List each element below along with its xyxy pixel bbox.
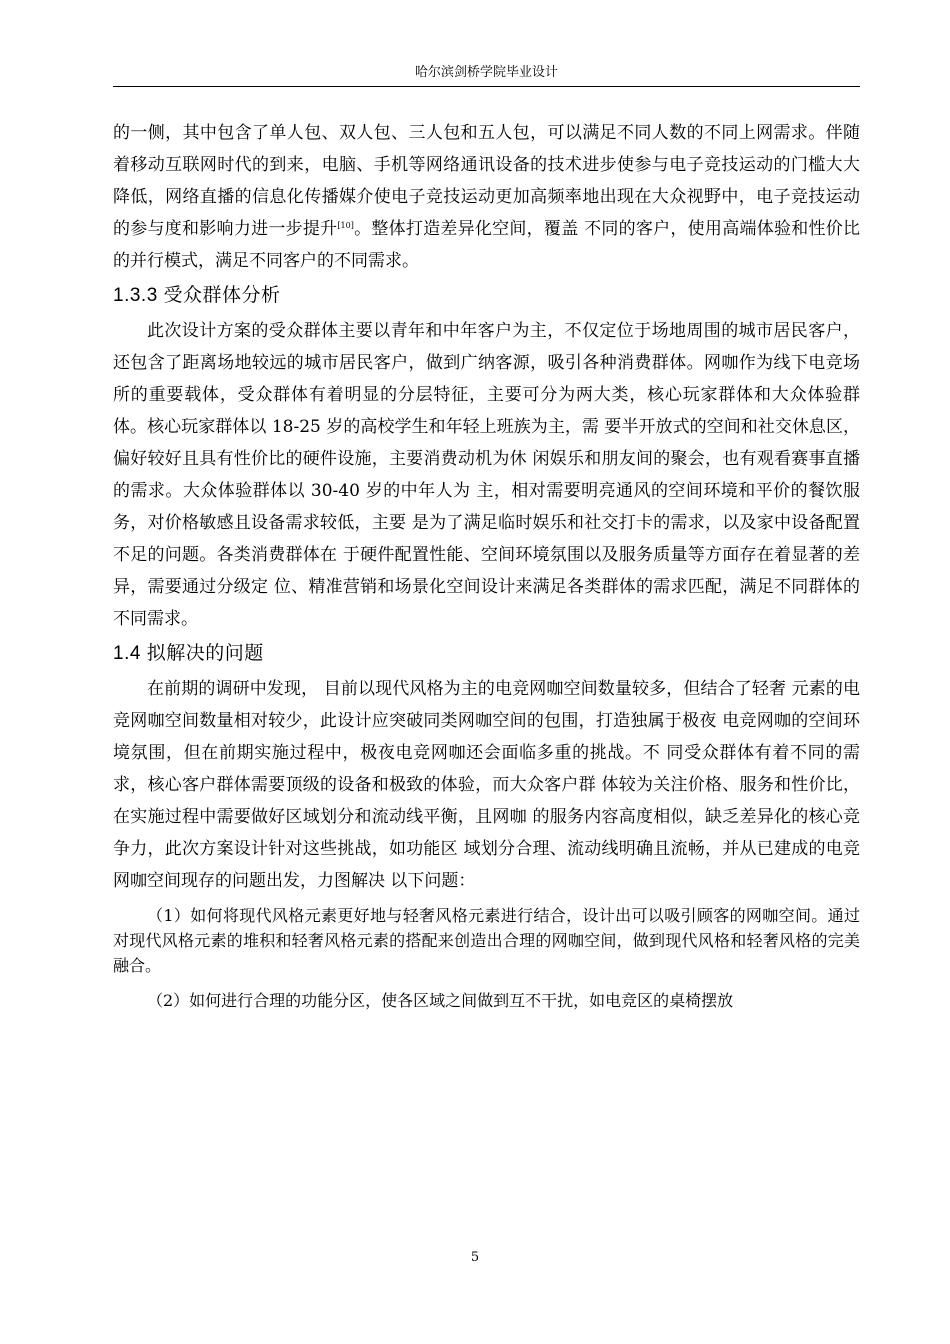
problem-item-2: （2）如何进行合理的功能分区，使各区域之间做到互不干扰，如电竞区的桌椅摆放 bbox=[147, 991, 734, 1010]
section-heading-1-4: 1.4 拟解决的问题 bbox=[113, 643, 264, 664]
continuation-text-end: 。整体打造差异化空间，覆盖 不同的客户，使用高端体验和性价比的并行模式，满足不同客户的不同需求。 bbox=[113, 219, 861, 271]
header-rule bbox=[113, 86, 860, 87]
continuation-text: 的一侧，其中包含了单人包、双人包、三人包和五人包，可以满足不同人数的不同上网需求。伴随着移动互联网时代的到来，电脑、手机等网络通讯设备的技术进步使参与电子竞技运动的门槛大大降低，网络直播的信息化传播媒介使电子竞技运动更加高频率地出现在大众视野中，电子竞技运动的参与度和影响力进一步提升 bbox=[113, 123, 860, 239]
page-header: 哈尔滨剑桥学院毕业设计 bbox=[414, 65, 558, 80]
page-number: 5 bbox=[470, 1250, 480, 1265]
citation-ref[interactable]: [10] bbox=[337, 221, 354, 230]
section-heading-1-3-3: 1.3.3 受众群体分析 bbox=[113, 285, 281, 306]
page-body bbox=[113, 117, 860, 1013]
audience-paragraph: 此次设计方案的受众群体主要以青年和中年客户为主，不仅定位于场地周围的城市居民客户，还包含了距离场地较远的城市居民客户，做到广纳客源，吸引各种消费群体。网咖作为线下电竞场所的重要载体，受众群体有着明显的分层特征，主要可分为两大类，核心玩家群体和大众体验群体。核心玩家群体以 18-25 岁的高校学生和年轻上班族为主，需 要半开放式的空间和社交休息区，偏好较好且具有性价比的硬件设施，主要消费动机为休 闲娱乐和朋友间的聚会，也有观看赛事直播的需求。大众体验群体以 30-40 岁的中年人为 主，相对需要明亮通风的空间环境和平价的餐饮服务，对价格敏感且设备需求较低，主要 是为了满足临时娱乐和社交打卡的需求，以及家中设备配置不足的问题。各类消费群体在 于硬件配置性能、空间环境氛围以及服务质量等方面存在着显著的差异，需要通过分级定 位、精准营销和场景化空间设计来满足各类群体的需求匹配，满足不同群体的不同需求。 bbox=[113, 321, 860, 629]
continuation-paragraph bbox=[113, 117, 860, 277]
problem-item-1: （1）如何将现代风格元素更好地与轻奢风格元素进行结合，设计出可以吸引顾客的网咖空间。通过对现代风格元素的堆积和轻奢风格元素的搭配来创造出合理的网咖空间，做到现代风格和轻奢风格的完美融合。 bbox=[113, 906, 860, 975]
problems-paragraph: 在前期的调研中发现， 目前以现代风格为主的电竞网咖空间数量较多，但结合了轻奢 元素的电竞网咖空间数量相对较少，此设计应突破同类网咖空间的包围，打造独属于极夜 电竞网咖的空间环境氛围，但在前期实施过程中，极夜电竞网咖还会面临多重的挑战。不 同受众群体有着不同的需求，核心客户群体需要顶级的设备和极致的体验，而大众客户群 体较为关注价格、服务和性价比，在实施过程中需要做好区域划分和流动线平衡，且网咖 的服务内容高度相似，缺乏差异化的核心竞争力，此次方案设计针对这些挑战，如功能区 域划分合理、流动线明确且流畅，并从已建成的电竞网咖空间现存的问题出发，力图解决 以下问题： bbox=[113, 679, 860, 891]
